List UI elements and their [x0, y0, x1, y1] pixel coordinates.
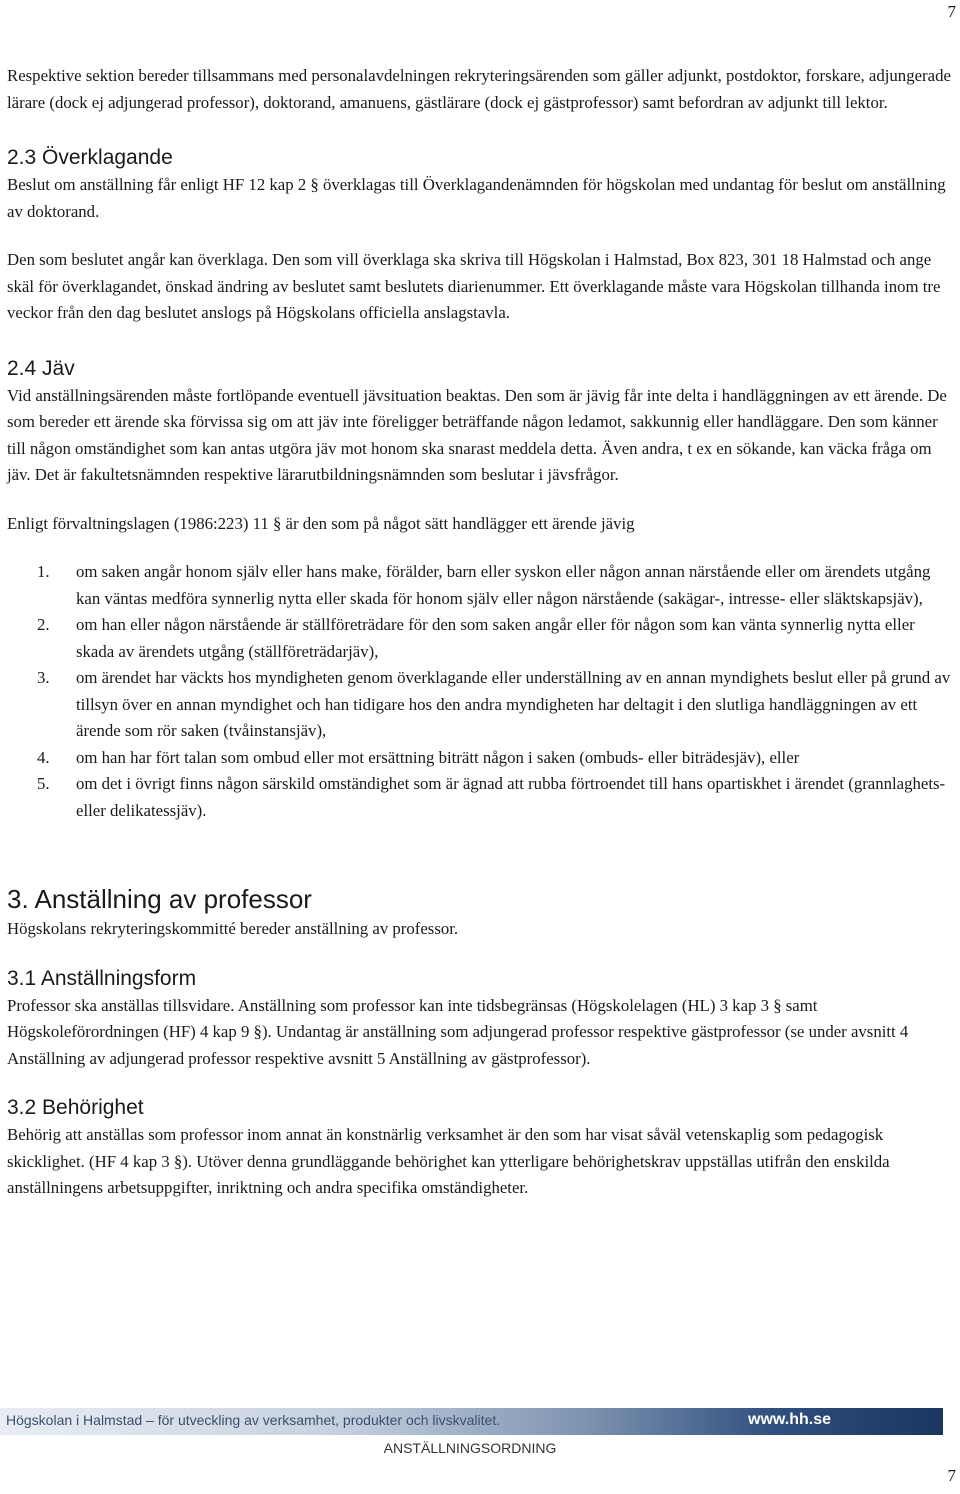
list-item [7, 559, 953, 612]
paragraph-anstallning-professor: Högskolans rekryteringskommitté bereder anställning av professor. [7, 919, 459, 938]
list-text: om det i övrigt finns någon särskild omständighet som är ägnad att rubba förtroendet till hans opartiskhet i ärendet (grannlaghets- eller delikatessjäv). [76, 774, 946, 820]
intro-paragraph: Respektive sektion bereder tillsammans med personalavdelningen rekryteringsärenden som gäller adjunkt, postdoktor, forskare, adjungerade lärare (dock ej adjungerad professor), doktorand, amanuens, gästlärare (dock ej gästprofessor) samt befordran av adjunkt till lektor. [7, 66, 951, 112]
list-text: om ärendet har väckts hos myndigheten genom överklagande eller underställning av en annan myndighets beslut eller på grund av tillsyn över en annan myndighet och han tidigare hos den andra myndigheten har deltagit i den slutliga handläggningen av ett ärende som rör saken (tvåinstansjäv), [76, 668, 951, 740]
list-text: om han har fört talan som ombud eller mot ersättning biträtt någon i saken (ombuds- eller biträdesjäv), eller [76, 747, 800, 767]
list-item [7, 745, 953, 772]
paragraph-anstallningsform: Professor ska anställas tillsvidare. Anställning som professor kan inte tidsbegränsas (Högskolelagen (HL) 3 kap 3 § samt Högskoleförordningen (HF) 4 kap 9 §). Undantag är anställning som adjungerad professor respektive gästprofessor (se under avsnitt 4 Anställning av adjungerad professor respektive avsnitt 5 Anställning av gästprofessor). [7, 995, 909, 1068]
list-number: 5. [37, 774, 50, 793]
paragraph-jav-1: Vid anställningsärenden måste fortlöpande eventuell jävsituation beaktas. Den som är jävig får inte delta i handläggningen av ett ärende. De som bereder ett ärende ska förvissa sig om att jäv inte föreligger beträffande någon ledamot, sakkunnig eller handläggare. Den som känner till någon omständighet som kan antas utgöra jäv mot honom ska snarast meddela detta. Även andra, t ex en sökande, kan väcka fråga om jäv. Det är fakultetsnämnden respektive lärarutbildningsnämnden som beslutar i jävsfrågor. [7, 385, 947, 484]
list-text: om han eller någon närstående är ställföreträdare för den som saken angår eller för någon som kan vänta synnerlig nytta eller skada av ärendets utgång (ställföreträdarjäv), [76, 615, 915, 661]
page-number-top: 7 [947, 2, 956, 21]
list-number: 4. [37, 747, 50, 767]
paragraph-jav-2: Enligt förvaltningslagen (1986:223) 11 § är den som på något sätt handlägger ett ärende jävig [7, 513, 635, 533]
list-item [7, 771, 953, 824]
heading-anstallningsform: 3.1 Anställningsform [7, 966, 197, 990]
footer-document-title: ANSTÄLLNINGSORDNING [383, 1440, 557, 1456]
footer-url: www.hh.se [748, 1411, 831, 1428]
heading-behorighet: 3.2 Behörighet [7, 1096, 144, 1119]
list-number: 1. [37, 562, 50, 581]
page-number-bottom: 7 [947, 1466, 956, 1485]
heading-jav: 2.4 Jäv [7, 356, 75, 380]
list-item [7, 612, 953, 665]
heading-overklagande: 2.3 Överklagande [7, 146, 173, 169]
footer-tagline: Högskolan i Halmstad – för utveckling av verksamhet, produkter och livskvalitet. [6, 1412, 501, 1428]
list-number: 2. [37, 615, 50, 634]
paragraph-overklagande-2: Den som beslutet angår kan överklaga. Den som vill överklaga ska skriva till Högskolan i Halmstad, Box 823, 301 18 Halmstad och ange skäl för överklagandet, önskad ändring av beslutet samt beslutets diarienummer. Ett överklagande måste vara Högskolan tillhanda inom tre veckor från den dag beslutet anslogs på Högskolans officiella anslagstavla. [7, 250, 941, 322]
list-text: om saken angår honom själv eller hans make, förälder, barn eller syskon eller någon annan närstående eller om ärendets utgång kan väntas medföra synnerlig nytta eller skada för honom själv eller någon närstående (sakägar-, intresse- eller släktskapsjäv), [76, 562, 931, 608]
paragraph-overklagande-1: Beslut om anställning får enligt HF 12 kap 2 § överklagas till Överklagandenämnden för högskolan med undantag för beslut om anställning av doktorand. [7, 175, 946, 221]
jav-list [7, 559, 953, 824]
heading-anstallning-professor: 3. Anställning av professor [7, 884, 312, 914]
document-body [7, 63, 953, 1202]
paragraph-behorighet: Behörig att anställas som professor inom annat än konstnärlig verksamhet är den som har visat såväl vetenskaplig som pedagogisk skicklighet. (HF 4 kap 3 §). Utöver denna grundläggande behörighet kan ytterligare behörighetskrav uppställas utifrån den enskilda anställningens arbetsuppgifter, inriktning och andra specifika omständigheter. [7, 1125, 890, 1197]
list-item [7, 665, 953, 745]
list-number: 3. [37, 668, 50, 687]
footer-banner [0, 1408, 943, 1435]
